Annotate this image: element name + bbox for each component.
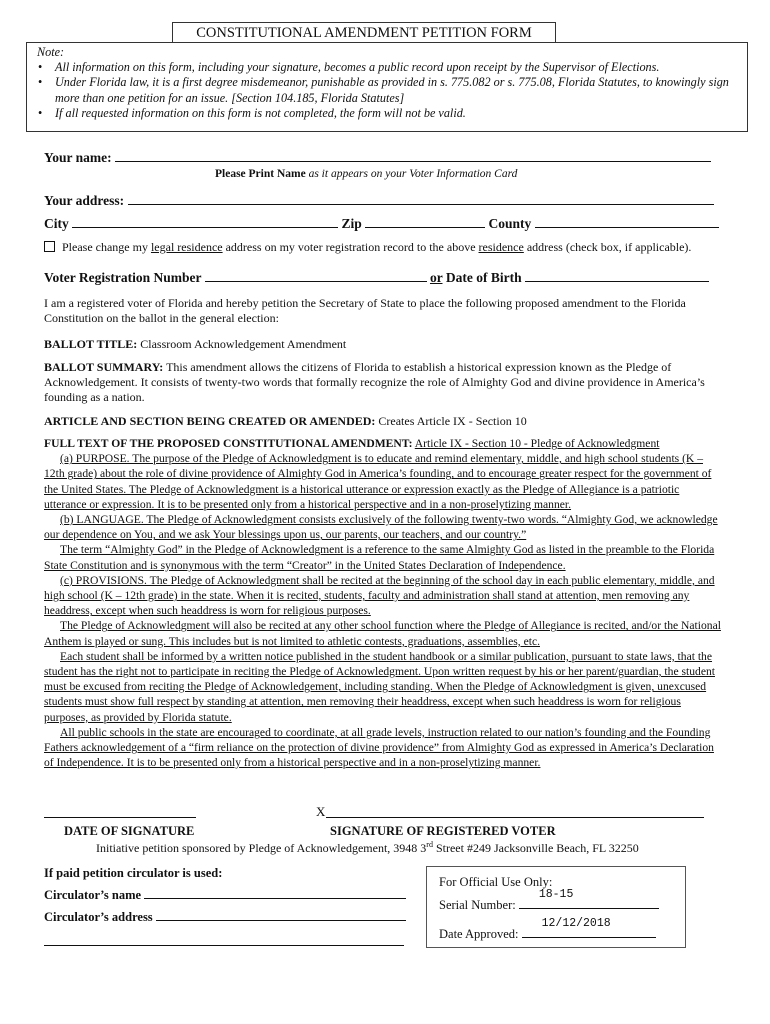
full-text-paragraph-c4: All public schools in the state are encouraged to coordinate, at all grade levels, instruction related to our nation’s founding and the Founding Fathers acknowledgement of a “firm reliance on the protection of divine providence” from Almighty God as expressed in America’s Declaration of Independence. It is to be presented only from a historical perspective and in a non-proselytizing manner.: [44, 725, 714, 770]
checkbox-text: address (check box, if applicable).: [526, 240, 692, 254]
county-label: County: [488, 216, 532, 231]
article-label: ARTICLE AND SECTION BEING CREATED OR AMENDED:: [44, 414, 376, 428]
sponsor-line: [96, 840, 639, 856]
full-text-label: FULL TEXT OF THE PROPOSED CONSTITUTIONAL AMENDMENT:: [44, 437, 413, 450]
ballot-summary: This amendment allows the citizens of Florida to establish a historical expression known as the Pledge of Acknowledgement. It consists of twenty-two words that formally recognize the role of Almighty God and divine providence in America’s founding as a nation.: [44, 360, 705, 404]
dob-field[interactable]: [525, 271, 709, 282]
serial-field: [519, 888, 659, 909]
name-label: Your name:: [44, 150, 112, 165]
zip-label: Zip: [341, 216, 362, 231]
ballot-title-label: BALLOT TITLE:: [44, 337, 138, 351]
address-row: [44, 193, 714, 209]
note-list: [37, 60, 741, 121]
city-field[interactable]: [72, 217, 338, 228]
full-text-paragraph-a: (a) PURPOSE. The purpose of the Pledge of Acknowledgment is to educate and remind elementary, middle, and high school students (K – 12th grade) about the role of divine providence of Almighty God in America’s founding, and to encourage greater respect for the government of the United States. The Pledge of Acknowledgment is a historical utterance or expression exactly as the Pledge of Allegiance is a patriotic utterance or expression. It is to be presented only from a historical perspective and in a non-proselytizing manner.: [44, 452, 712, 511]
circulator-address-row: [44, 910, 406, 925]
circulator-address-line-2[interactable]: [44, 944, 404, 946]
checkbox-text: address on my voter registration record to the above: [225, 240, 476, 254]
date-approved-label: Date Approved:: [439, 927, 519, 941]
checkbox-text: Please change my: [62, 240, 148, 254]
date-of-signature-label: DATE OF SIGNATURE: [64, 824, 195, 838]
circulator-name-field[interactable]: [144, 888, 406, 899]
article-value: Creates Article IX - Section 10: [378, 414, 527, 428]
petition-statement: I am a registered voter of Florida and hereby petition the Secretary of State to place the following proposed amendment to the Florida Constitution on the ballot in the general election:: [44, 296, 686, 325]
residence-change-row: [44, 240, 691, 255]
full-text-paragraph-c: (c) PROVISIONS. The Pledge of Acknowledgment shall be recited at the beginning of the school day in each public elementary, middle, and high school (K – 12th grade) in the state. When it is recited, students, faculty and administration shall stand at attention, men removing any headdress, except when such headdress is worn for religious purposes.: [44, 573, 715, 618]
article-row: [44, 414, 724, 429]
address-label: Your address:: [44, 193, 125, 208]
ballot-summary-row: [44, 360, 710, 405]
ballot-title: Classroom Acknowledgement Amendment: [140, 337, 347, 351]
official-heading: For Official Use Only:: [439, 875, 553, 889]
note-item: • If all requested information on this form is not completed, the form will not be valid.: [55, 106, 741, 121]
note-item: • Under Florida law, it is a first degree misdemeanor, punishable as provided in s. 775.082 or s. 775.08, Florida Statutes, to knowingly sign more than one petition for an issue. [Section 104.185, Florida Statutes]: [55, 75, 741, 105]
legal-residence-text: legal residence: [150, 240, 223, 254]
circulator-heading: If paid petition circulator is used:: [44, 866, 223, 880]
circulator-address-label: Circulator’s address: [44, 910, 153, 924]
note-heading: Note:: [37, 45, 65, 59]
full-text-paragraph-c3: Each student shall be informed by a written notice published in the student handbook or a similar publication, pursuant to state laws, that the student has the right not to participate in reciting the Pledge of Acknowledgment. Upon written request by his or her parent/guardian, the student must be excused from reciting the Pledge of Acknowledgement, including standing. When the Pledge of Acknowledgment is given, unexcused students must show full respect by standing at attention, men removing their headdress, except when such headdress is worn for religious purposes, as provided by Florida statute.: [44, 649, 715, 724]
date-approved-field: [522, 917, 656, 938]
ballot-summary-label: BALLOT SUMMARY:: [44, 360, 164, 374]
circulator-name-row: [44, 888, 406, 903]
date-approved-row: [439, 917, 685, 942]
name-row: [44, 150, 711, 166]
circulator-name-label: Circulator’s name: [44, 888, 142, 902]
full-text-paragraph-b2: The term “Almighty God” in the Pledge of Acknowledgment is a reference to the same Almighty God as listed in the preamble to the Florida State Constitution and is synonymous with the term “Creator” in the United States Declaration of Independence.: [44, 543, 715, 572]
ballot-title-row: [44, 337, 724, 352]
note-box: [26, 42, 748, 132]
signature-field[interactable]: [326, 816, 704, 818]
date-of-signature-field[interactable]: [44, 816, 196, 818]
form-title: CONSTITUTIONAL AMENDMENT PETITION FORM: [172, 22, 556, 43]
dob-label: Date of Birth: [445, 270, 522, 285]
name-hint: [215, 168, 517, 180]
county-field[interactable]: [535, 217, 719, 228]
note-item: • All information on this form, including your signature, becomes a public record upon receipt by the Supervisor of Elections.: [55, 60, 741, 75]
name-hint-italic: as it appears on your Voter Information Card: [308, 168, 518, 180]
signature-x-mark: X: [316, 804, 326, 819]
full-text-paragraph-c2: The Pledge of Acknowledgment will also be recited at any other school function where the Pledge of Allegiance is recited, and/or the National Anthem is played or sung. This includes but is not limited to athletic contests, graduations, assemblies, etc.: [44, 619, 721, 648]
serial-label: Serial Number:: [439, 898, 516, 912]
official-use-box: [426, 866, 686, 948]
city-row: [44, 216, 719, 232]
serial-row: [439, 888, 685, 913]
sponsor-text: Street #249 Jacksonville Beach, FL 32250: [432, 841, 639, 855]
full-text-heading: Article IX - Section 10 - Pledge of Acknowledgment: [414, 437, 660, 450]
or-label: or: [429, 270, 443, 285]
voter-reg-row: [44, 270, 709, 286]
voter-reg-field[interactable]: [205, 271, 427, 282]
full-text-paragraph-b: (b) LANGUAGE. The Pledge of Acknowledgment consists exclusively of the following twenty-two words. “Almighty God, we acknowledge our dependence on You, and we ask Your blessings upon us, our parents, our teachers, and our country.”: [44, 513, 718, 542]
signature-label: SIGNATURE OF REGISTERED VOTER: [330, 824, 556, 838]
city-label: City: [44, 216, 69, 231]
date-approved-value: 12/12/2018: [541, 917, 611, 930]
residence-text: residence: [478, 240, 524, 254]
voter-reg-label: Voter Registration Number: [44, 270, 202, 285]
circulator-address-field[interactable]: [156, 910, 406, 921]
residence-change-checkbox[interactable]: [44, 241, 55, 252]
name-hint-bold: Please Print Name: [215, 168, 306, 180]
full-text: [44, 436, 724, 770]
address-field[interactable]: [128, 194, 714, 205]
serial-value: 18-15: [538, 888, 574, 901]
zip-field[interactable]: [365, 217, 485, 228]
sponsor-sup: rd: [426, 840, 433, 849]
sponsor-text: Initiative petition sponsored by Pledge of Acknowledgement, 3948 3: [96, 841, 427, 855]
name-field[interactable]: [115, 151, 711, 162]
